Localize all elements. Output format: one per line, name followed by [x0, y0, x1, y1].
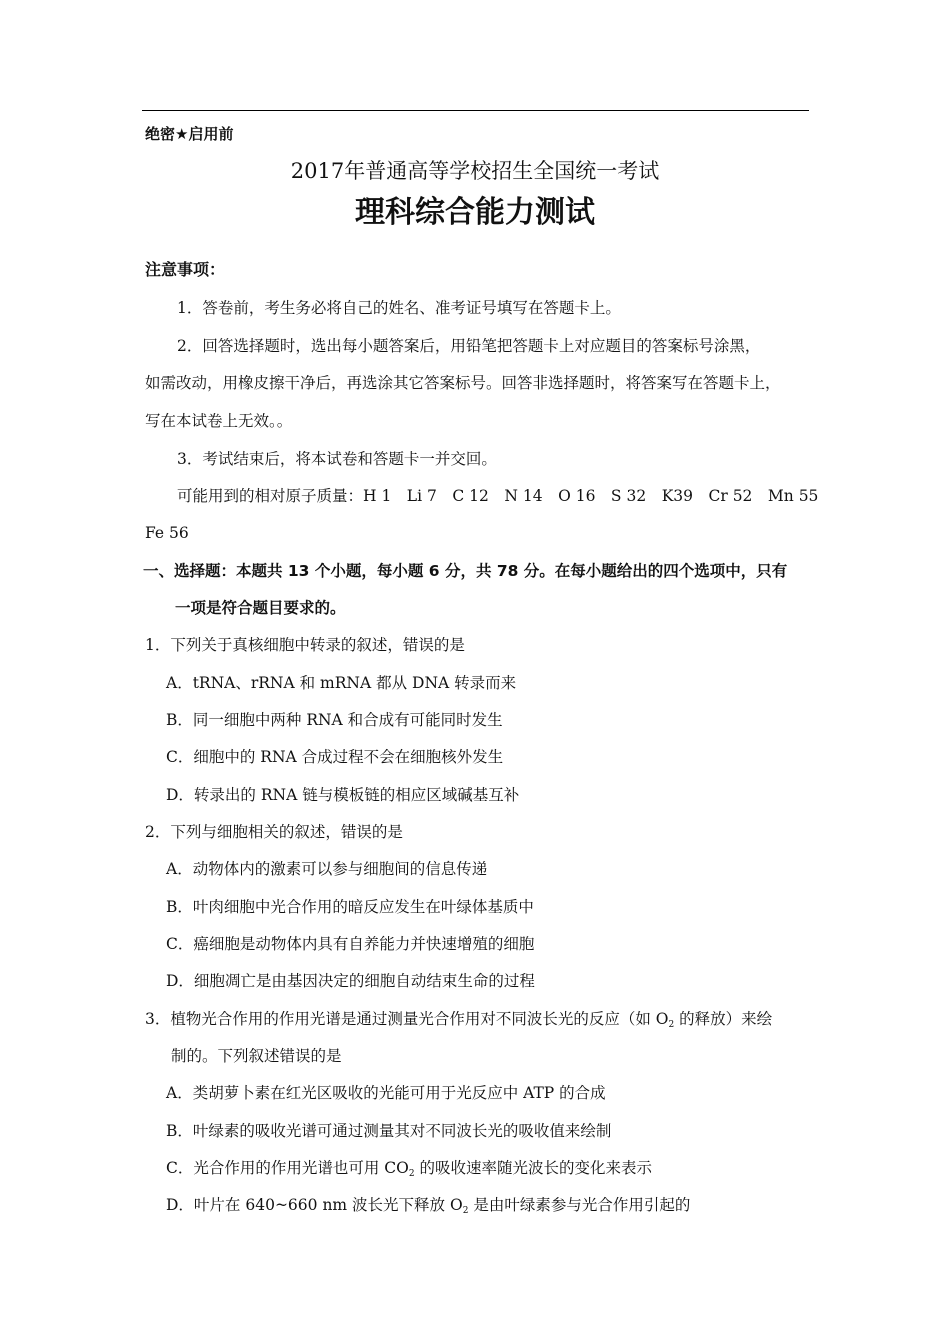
confidential-label: 绝密★启用前 — [145, 125, 234, 143]
question-3-option-a: A．类胡萝卜素在红光区吸收的光能可用于光反应中 ATP 的合成 — [166, 1084, 606, 1102]
question-2-stem: 2．下列与细胞相关的叙述，错误的是 — [145, 823, 403, 841]
question-1-option-d: D．转录出的 RNA 链与模板链的相应区域碱基互补 — [166, 786, 520, 804]
notice-item-2-line3: 写在本试卷上无效。。 — [145, 412, 293, 430]
question-2-option-c: C．癌细胞是动物体内具有自养能力并快速增殖的细胞 — [166, 935, 535, 953]
question-3-option-d: D．叶片在 640~660 nm 波长光下释放 $O_2$ 是由叶绿素参与光合作用引起的 — [166, 1196, 691, 1216]
subject-title: 理科综合能力测试 — [355, 195, 595, 230]
question-2-option-b: B．叶肉细胞中光合作用的暗反应发生在叶绿体基质中 — [166, 898, 534, 916]
question-3-option-b: B．叶绿素的吸收光谱可通过测量其对不同波长光的吸收值来绘制 — [166, 1122, 612, 1140]
question-1-option-a: A．tRNA、rRNA 和 mRNA 都从 DNA 转录而来 — [166, 674, 517, 692]
question-3-stem-line2: 制的。下列叙述错误的是 — [171, 1047, 342, 1065]
question-1-option-b: B．同一细胞中两种 RNA 和合成有可能同时发生 — [166, 711, 503, 729]
notice-item-3: 3．考试结束后，将本试卷和答题卡一并交回。 — [177, 450, 497, 468]
question-3-option-c: C．光合作用的作用光谱也可用 $CO_2$ 的吸收速率随光波长的变化来表示 — [166, 1159, 653, 1179]
question-1-stem: 1．下列关于真核细胞中转录的叙述，错误的是 — [145, 636, 465, 654]
section-heading-line1: 一、选择题：本题共 13 个小题，每小题 6 分，共 78 分。在每小题给出的四个选项中，只有 — [143, 562, 788, 580]
question-2-option-d: D．细胞凋亡是由基因决定的细胞自动结束生命的过程 — [166, 972, 535, 990]
notice-item-2-line1: 2．回答选择题时，选出每小题答案后，用铅笔把答题卡上对应题目的答案标号涂黑， — [177, 337, 761, 355]
notice-item-2-line2: 如需改动，用橡皮擦干净后，再选涂其它答案标号。回答非选择题时，将答案写在答题卡上， — [145, 374, 781, 392]
question-3-stem-line1: 3．植物光合作用的作用光谱是通过测量光合作用对不同波长光的反应（如 $O_2$ 的释放）来绘 — [145, 1010, 773, 1030]
atomic-mass-line1: 可能用到的相对原子质量：H 1 Li 7 C 12 N 14 O 16 S 32 K39 Cr 52 Mn 55 — [177, 487, 819, 505]
question-1-option-c: C．细胞中的 RNA 合成过程不会在细胞核外发生 — [166, 748, 504, 766]
question-2-option-a: A．动物体内的激素可以参与细胞间的信息传递 — [166, 860, 488, 878]
exam-title: 2017年普通高等学校招生全国统一考试 — [290, 159, 660, 183]
notice-item-1: 1．答卷前，考生务必将自己的姓名、准考证号填写在答题卡上。 — [177, 299, 621, 317]
section-heading-line2: 一项是符合题目要求的。 — [175, 599, 346, 617]
atomic-mass-line2: Fe 56 — [145, 524, 189, 542]
notice-heading: 注意事项： — [145, 260, 226, 279]
top-rule — [142, 110, 809, 111]
